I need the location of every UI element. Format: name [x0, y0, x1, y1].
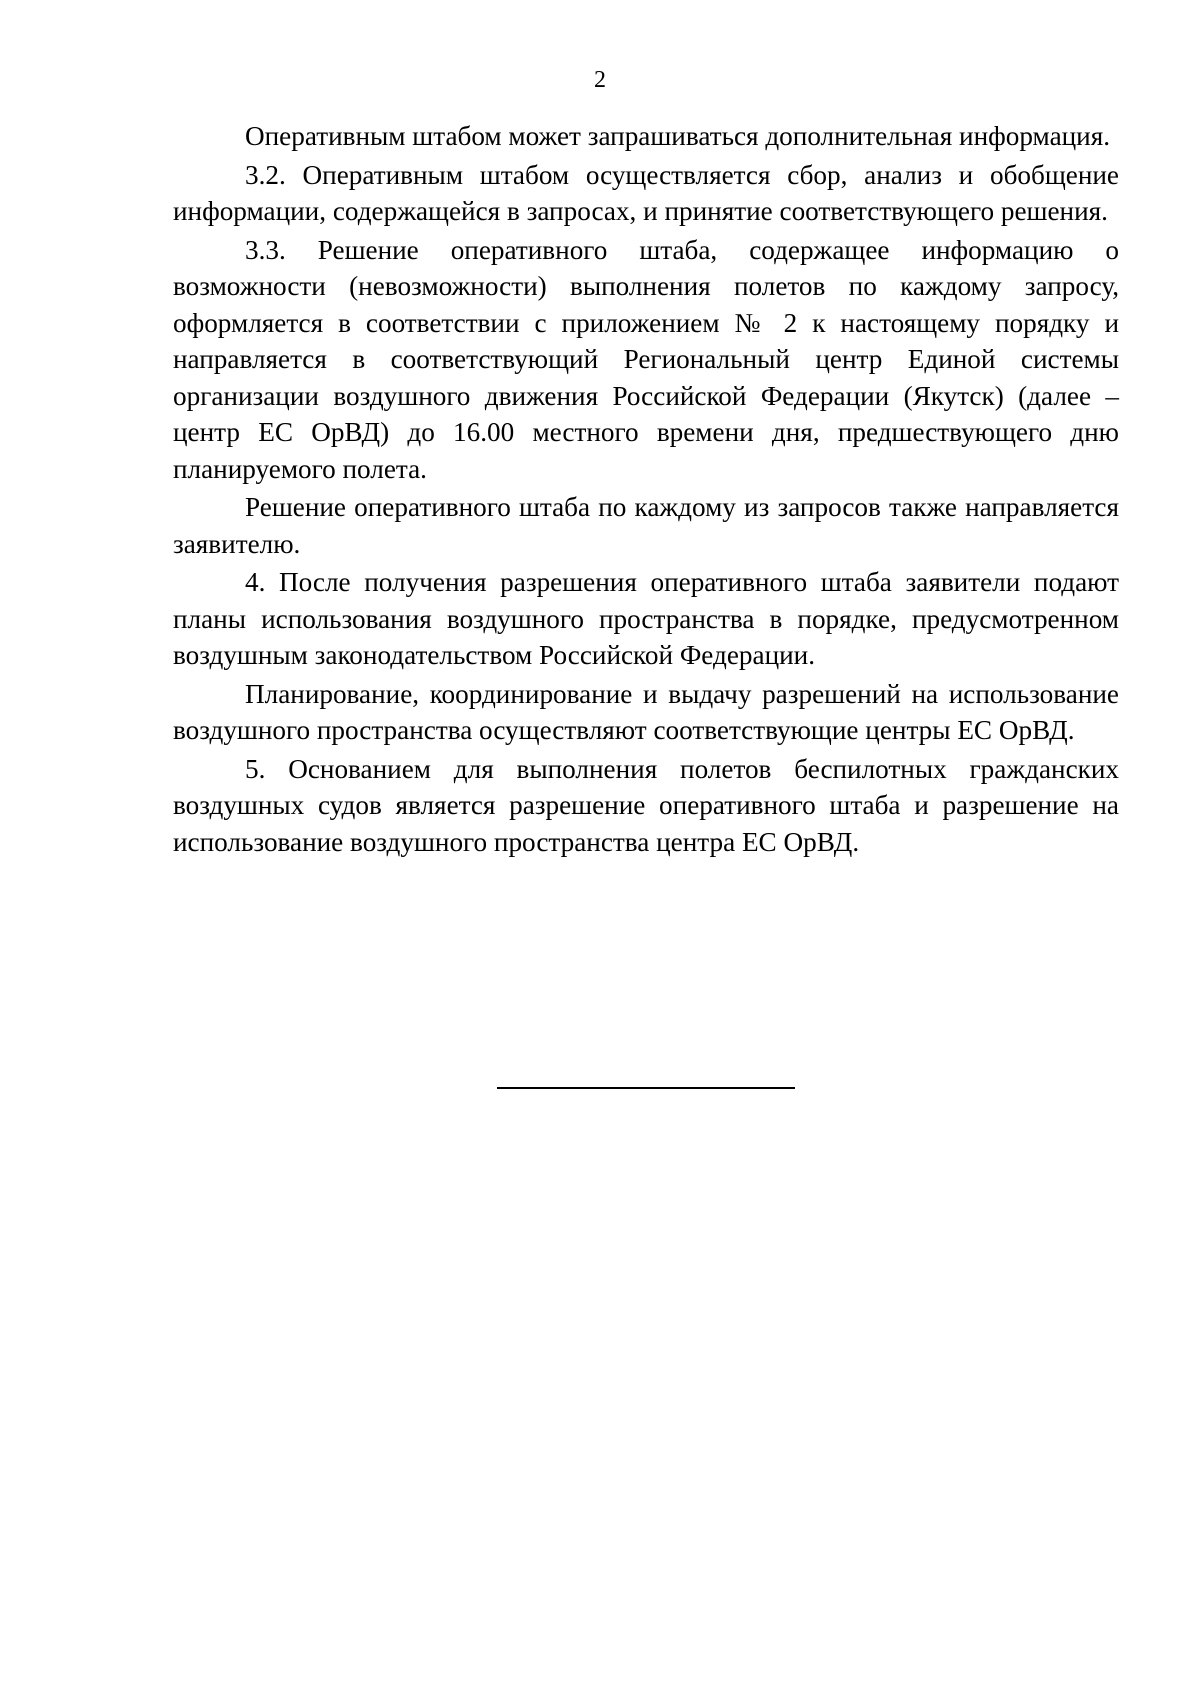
end-of-document-rule [497, 1087, 795, 1089]
document-body [173, 118, 1119, 862]
paragraph-planning: Планирование, координирование и выдачу разрешений на использование воздушного пространства осуществляют соответствующие центры ЕС ОрВД. [173, 678, 1119, 745]
paragraph-additional-info: Оперативным штабом может запрашиваться дополнительная информация. [245, 121, 1111, 151]
paragraph-3-3: 3.3. Решение оперативного штаба, содержащее информацию о возможности (невозможности) выполнения полетов по каждому запросу, оформляется в соответствии с приложением № 2 к настоящему порядку и направляется в соответствующий Региональный центр Единой системы организации воздушного движения Российской Федерации (Якутск) (далее – центр ЕС ОрВД) до 16.00 местного времени дня, предшествующего дню планируемого полета. [173, 234, 1119, 484]
paragraph-4: 4. После получения разрешения оперативного штаба заявители подают планы использования воздушного пространства в порядке, предусмотренном воздушным законодательством Российской Федерации. [173, 567, 1119, 670]
paragraph-5: 5. Основанием для выполнения полетов беспилотных гражданских воздушных судов является разрешение оперативного штаба и разрешение на использование воздушного пространства центра ЕС ОрВД. [173, 753, 1119, 857]
paragraph-3-2: 3.2. Оперативным штабом осуществляется сбор, анализ и обобщение информации, содержащейся в запросах, и принятие соответствующего решения. [173, 159, 1119, 226]
page-number: 2 [594, 67, 606, 93]
paragraph-decision-to-applicant: Решение оперативного штаба по каждому из запросов также направляется заявителю. [173, 492, 1119, 559]
